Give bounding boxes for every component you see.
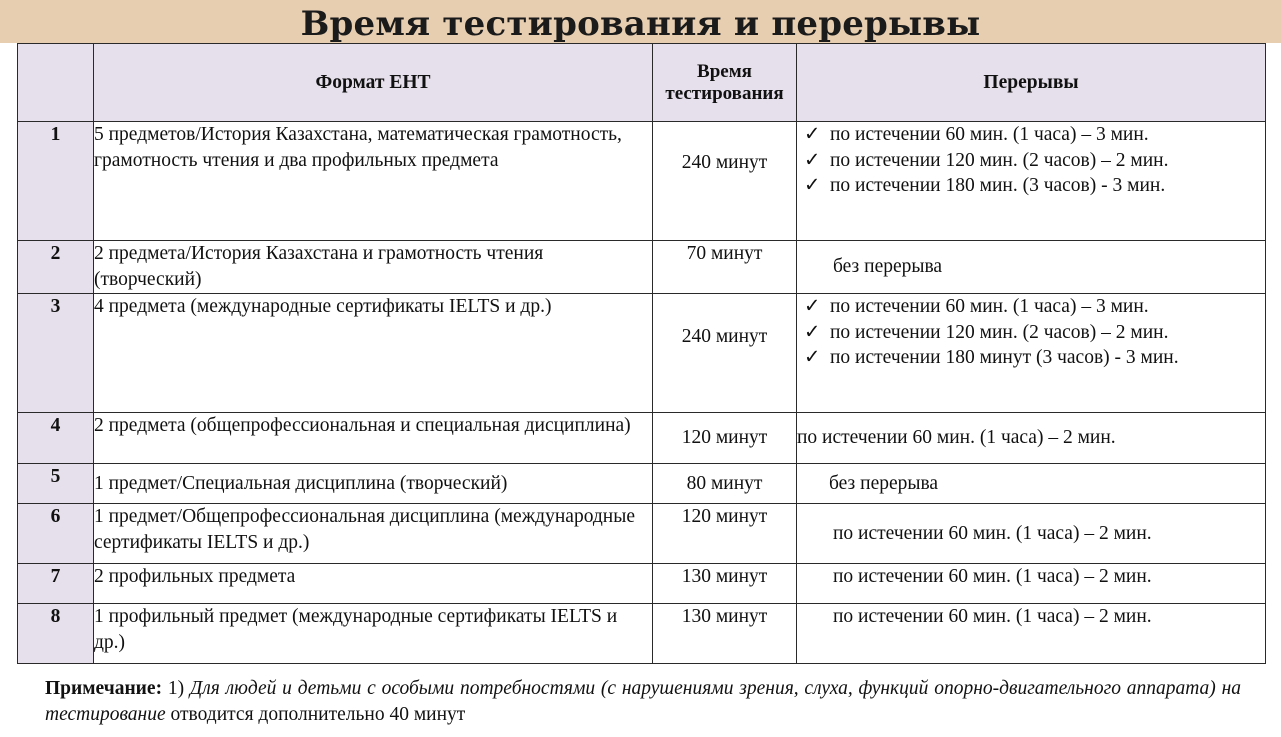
break-text: по истечении 180 мин. (3 часов) - 3 мин. [830, 175, 1166, 196]
header-num [18, 44, 94, 122]
row-time: 70 минут [653, 241, 797, 294]
row-breaks [797, 294, 1266, 413]
check-icon: ✓ [804, 124, 821, 145]
footnote [45, 676, 1241, 728]
row-number: 4 [18, 413, 94, 464]
check-icon: ✓ [804, 296, 821, 317]
table-row [18, 294, 1266, 413]
ent-schedule-table [17, 43, 1266, 664]
row-number: 5 [18, 464, 94, 504]
row-number: 1 [18, 122, 94, 241]
breaks-list-item [797, 320, 1265, 346]
page-title: Время тестирования и перерывы [300, 4, 981, 44]
table-row [18, 604, 1266, 664]
table-row [18, 504, 1266, 564]
row-breaks: без перерыва [797, 241, 1266, 294]
row-time [653, 122, 797, 241]
check-icon: ✓ [804, 347, 821, 368]
break-text: по истечении 180 минут (3 часов) - 3 мин. [830, 347, 1179, 368]
check-icon: ✓ [804, 149, 821, 171]
row-format: 2 предмета/История Казахстана и грамотность чтения (творческий) [94, 241, 653, 294]
row-format: 1 профильный предмет (международные сертификаты IELTS и др.) [94, 604, 653, 664]
breaks-list-item [797, 148, 1265, 174]
breaks-list-item [797, 122, 1265, 148]
row-breaks [797, 122, 1266, 241]
row-format: 2 профильных предмета [94, 564, 653, 604]
row-format: 5 предметов/История Казахстана, математическая грамотность, грамотность чтения и два профильных предмета [94, 122, 653, 241]
header-format: Формат ЕНТ [94, 44, 653, 122]
breaks-list [797, 294, 1265, 371]
footnote-text: Для людей и детьми с особыми потребностями (с нарушениями зрения, слуха, функций опорно-двигательного аппарата) на тестирование [45, 678, 1242, 725]
row-time: 80 минут [653, 464, 797, 504]
row-breaks: по истечении 60 мин. (1 часа) – 2 мин. [797, 413, 1266, 464]
break-text: по истечении 120 мин. (2 часов) – 2 мин. [830, 321, 1169, 343]
row-time-text: 240 минут [681, 152, 768, 173]
footnote-number: 1) [167, 678, 185, 699]
breaks-list-item [797, 294, 1265, 320]
row-number: 8 [18, 604, 94, 664]
check-icon: ✓ [804, 321, 821, 343]
row-number: 2 [18, 241, 94, 294]
row-format: 1 предмет/Специальная дисциплина (творческий) [94, 464, 653, 504]
break-text: по истечении 60 мин. (1 часа) – 3 мин. [830, 124, 1149, 145]
row-format: 4 предмета (международные сертификаты IELTS и др.) [94, 294, 653, 413]
row-time-text: 240 минут [681, 326, 768, 347]
header-time: Время тестирования [653, 44, 797, 122]
row-breaks: по истечении 60 мин. (1 часа) – 2 мин. [797, 564, 1266, 604]
row-format: 2 предмета (общепрофессиональная и специальная дисциплина) [94, 413, 653, 464]
header-breaks: Перерывы [797, 44, 1266, 122]
row-time: 130 минут [653, 604, 797, 664]
table-header-row [18, 44, 1266, 122]
row-number: 6 [18, 504, 94, 564]
row-breaks: без перерыва [797, 464, 1266, 504]
row-number: 3 [18, 294, 94, 413]
breaks-list-item [797, 173, 1265, 199]
row-format: 1 предмет/Общепрофессиональная дисциплина (международные сертификаты IELTS и др.) [94, 504, 653, 564]
check-icon: ✓ [804, 175, 821, 196]
footnote-text-extra: отводится дополнительно 40 минут [170, 704, 466, 725]
row-breaks: по истечении 60 мин. (1 часа) – 2 мин. [797, 604, 1266, 664]
footnote-label: Примечание: [45, 678, 163, 699]
breaks-list [797, 122, 1265, 199]
row-breaks: по истечении 60 мин. (1 часа) – 2 мин. [797, 504, 1266, 564]
row-time: 120 минут [653, 413, 797, 464]
table-row [18, 564, 1266, 604]
break-text: по истечении 120 мин. (2 часов) – 2 мин. [830, 149, 1169, 171]
row-time: 120 минут [653, 504, 797, 564]
table-row [18, 241, 1266, 294]
table-row [18, 122, 1266, 241]
row-time: 130 минут [653, 564, 797, 604]
breaks-list-item [797, 345, 1265, 371]
break-text: по истечении 60 мин. (1 часа) – 3 мин. [830, 296, 1149, 317]
row-time [653, 294, 797, 413]
table-row [18, 413, 1266, 464]
table-row [18, 464, 1266, 504]
row-number: 7 [18, 564, 94, 604]
